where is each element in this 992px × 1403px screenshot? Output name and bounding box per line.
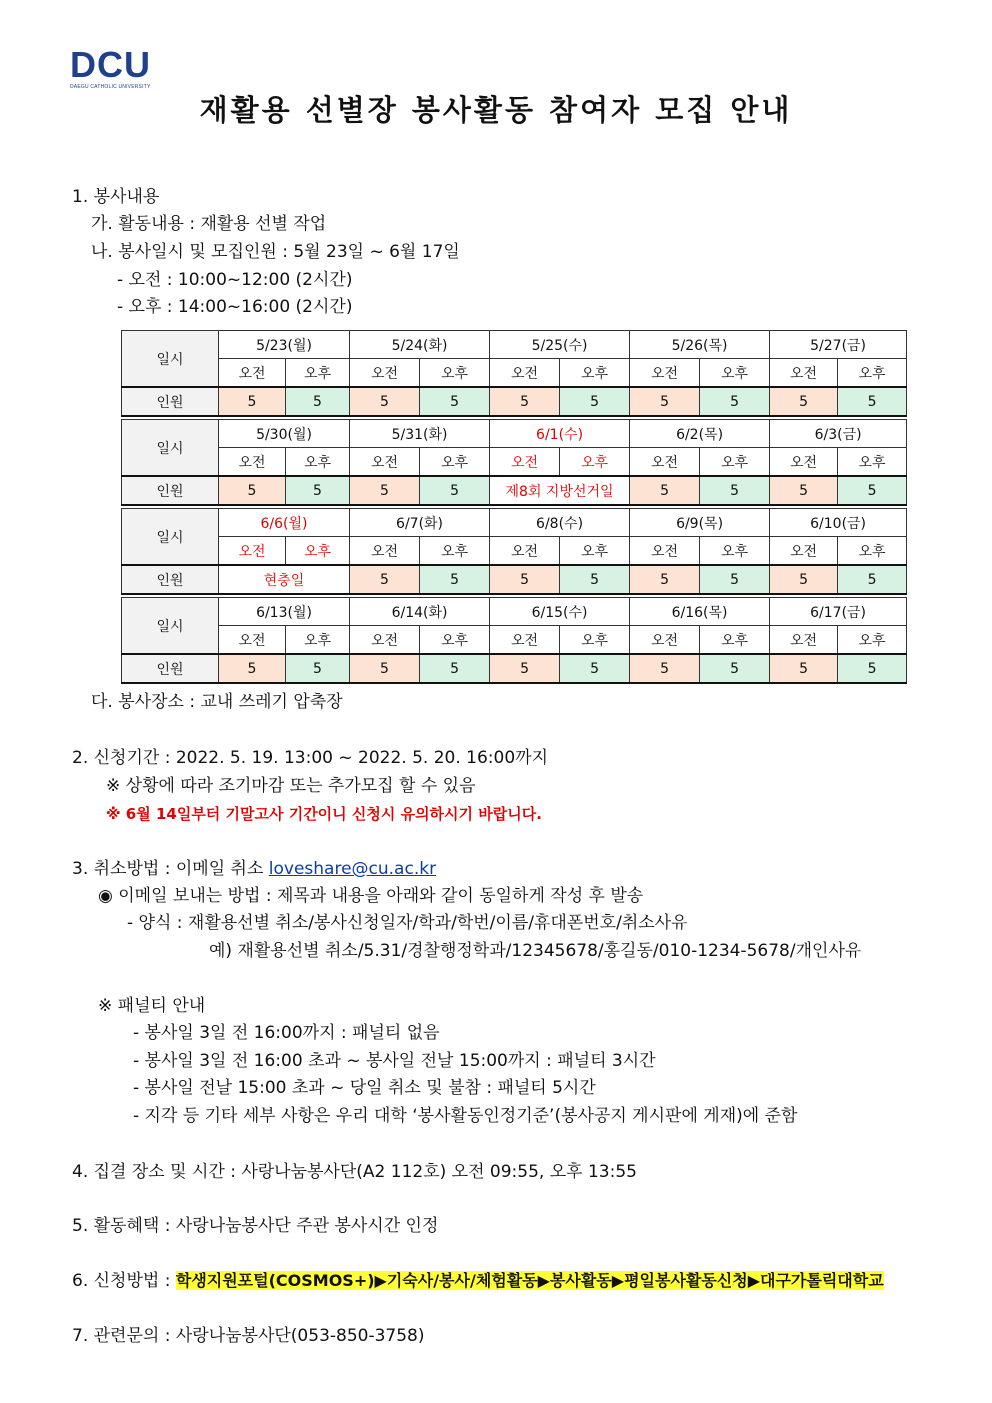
- pm-count-cell: 5: [700, 654, 770, 683]
- date-label-cell: 일시: [122, 331, 219, 388]
- pm-count-cell: 5: [838, 654, 907, 683]
- am-count-cell: 5: [630, 387, 700, 416]
- am-count-cell: 5: [770, 387, 838, 416]
- penalty-item-4: - 지각 등 기타 세부 사항은 우리 대학 ‘봉사활동인정기준’(봉사공지 게시판에 게재)에 준함: [133, 1106, 798, 1126]
- pm-header-cell: 오후: [700, 359, 770, 388]
- section-2-note: ※ 상황에 따라 조기마감 또는 추가모집 할 수 있음: [106, 776, 476, 796]
- section-5: 5. 활동혜택 : 사랑나눔봉사단 주관 봉사시간 인정: [72, 1216, 439, 1236]
- pm-count-cell: 5: [420, 654, 490, 683]
- penalty-heading: ※ 패널티 안내: [98, 996, 206, 1016]
- date-header-cell: 5/23(월): [219, 331, 350, 359]
- date-label-cell: 일시: [122, 598, 219, 655]
- section-1-morning: - 오전 : 10:00~12:00 (2시간): [117, 270, 353, 290]
- am-header-cell: 오전: [219, 626, 286, 655]
- page-title: 재활용 선별장 봉사활동 참여자 모집 안내: [199, 93, 793, 127]
- date-header-cell: 5/27(금): [770, 331, 907, 359]
- date-header-cell: 5/31(화): [350, 420, 490, 448]
- am-header-cell: 오전: [219, 537, 286, 566]
- section-2-heading: 2. 신청기간 : 2022. 5. 19. 13:00 ~ 2022. 5. 20. 16:00까지: [72, 748, 548, 768]
- date-label-cell: 일시: [122, 509, 219, 566]
- date-header-cell: 6/7(화): [350, 509, 490, 537]
- logo-sub-text: DAEGU CATHOLIC UNIVERSITY: [70, 84, 151, 90]
- pm-count-cell: 5: [700, 387, 770, 416]
- section-1-afternoon: - 오후 : 14:00~16:00 (2시간): [117, 297, 353, 317]
- date-header-cell: 6/6(월): [219, 509, 350, 537]
- am-count-cell: 5: [350, 565, 420, 594]
- section-7: 7. 관련문의 : 사랑나눔봉사단(053-850-3758): [72, 1326, 425, 1346]
- am-header-cell: 오전: [770, 626, 838, 655]
- pm-header-cell: 오후: [420, 626, 490, 655]
- am-count-cell: 5: [350, 654, 420, 683]
- pm-header-cell: 오후: [286, 537, 350, 566]
- am-header-cell: 오전: [219, 359, 286, 388]
- date-header-cell: 6/8(수): [490, 509, 630, 537]
- count-label-cell: 인원: [122, 565, 219, 594]
- section-3-prefix: 3. 취소방법 : 이메일 취소: [72, 859, 269, 879]
- schedule-table: [121, 330, 907, 684]
- am-count-cell: 5: [630, 476, 700, 505]
- section-1-activity: 가. 활동내용 : 재활용 선별 작업: [91, 214, 327, 234]
- am-header-cell: 오전: [490, 448, 560, 477]
- cancel-email-link[interactable]: loveshare@cu.ac.kr: [268, 859, 437, 879]
- am-header-cell: 오전: [630, 537, 700, 566]
- am-header-cell: 오전: [350, 359, 420, 388]
- am-count-cell: 5: [219, 387, 286, 416]
- pm-header-cell: 오후: [838, 537, 907, 566]
- pm-count-cell: 5: [420, 476, 490, 505]
- pm-count-cell: 5: [560, 565, 630, 594]
- am-header-cell: 오전: [490, 626, 560, 655]
- pm-header-cell: 오후: [700, 448, 770, 477]
- pm-header-cell: 오후: [560, 537, 630, 566]
- am-count-cell: 5: [490, 654, 560, 683]
- pm-header-cell: 오후: [286, 448, 350, 477]
- pm-count-cell: 5: [286, 387, 350, 416]
- penalty-item-3: - 봉사일 전날 15:00 초과 ~ 당일 취소 및 불참 : 패널티 5시간: [133, 1078, 596, 1098]
- section-3-example: 예) 재활용선별 취소/5.31/경찰행정학과/12345678/홍길동/010-1234-5678/개인사유: [209, 941, 862, 961]
- date-header-cell: 6/10(금): [770, 509, 907, 537]
- date-label-cell: 일시: [122, 420, 219, 477]
- am-header-cell: 오전: [350, 537, 420, 566]
- date-header-cell: 6/2(목): [630, 420, 770, 448]
- pm-header-cell: 오후: [700, 537, 770, 566]
- holiday-cell: 제8회 지방선거일: [490, 476, 630, 505]
- pm-header-cell: 오후: [420, 359, 490, 388]
- section-6-prefix: 6. 신청방법 :: [72, 1271, 176, 1291]
- pm-header-cell: 오후: [560, 626, 630, 655]
- am-count-cell: 5: [490, 387, 560, 416]
- date-header-cell: 6/1(수): [490, 420, 630, 448]
- penalty-item-1: - 봉사일 3일 전 16:00까지 : 패널티 없음: [133, 1023, 440, 1043]
- am-header-cell: 오전: [490, 359, 560, 388]
- application-path: 학생지원포털(COSMOS+)▶기숙사/봉사/체험활동▶봉사활동▶평일봉사활동신청▶대구가톨릭대학교: [175, 1271, 884, 1290]
- pm-header-cell: 오후: [838, 448, 907, 477]
- am-count-cell: 5: [770, 565, 838, 594]
- date-header-cell: 6/3(금): [770, 420, 907, 448]
- section-3-method: ◉ 이메일 보내는 방법 : 제목과 내용을 아래와 같이 동일하게 작성 후 발송: [98, 886, 644, 906]
- date-header-cell: 5/30(월): [219, 420, 350, 448]
- section-3-format: - 양식 : 재활용선별 취소/봉사신청일자/학과/학번/이름/휴대폰번호/취소사유: [127, 913, 688, 933]
- am-count-cell: 5: [350, 476, 420, 505]
- date-header-cell: 6/15(수): [490, 598, 630, 626]
- section-2-warning: ※ 6월 14일부터 기말고사 기간이니 신청시 유의하시기 바랍니다.: [106, 805, 542, 823]
- am-header-cell: 오전: [350, 626, 420, 655]
- date-header-cell: 6/17(금): [770, 598, 907, 626]
- am-count-cell: 5: [770, 654, 838, 683]
- holiday-cell: 현충일: [219, 565, 350, 594]
- pm-count-cell: 5: [838, 387, 907, 416]
- pm-count-cell: 5: [420, 387, 490, 416]
- pm-count-cell: 5: [560, 387, 630, 416]
- am-count-cell: 5: [630, 654, 700, 683]
- dcu-logo: [70, 44, 152, 90]
- pm-header-cell: 오후: [286, 626, 350, 655]
- am-header-cell: 오전: [630, 448, 700, 477]
- pm-header-cell: 오후: [560, 448, 630, 477]
- date-header-cell: 6/16(목): [630, 598, 770, 626]
- section-1-location: 다. 봉사장소 : 교내 쓰레기 압축장: [91, 692, 343, 712]
- pm-count-cell: 5: [838, 565, 907, 594]
- pm-count-cell: 5: [700, 476, 770, 505]
- pm-header-cell: 오후: [560, 359, 630, 388]
- date-header-cell: 5/26(목): [630, 331, 770, 359]
- date-header-cell: 5/24(화): [350, 331, 490, 359]
- pm-header-cell: 오후: [700, 626, 770, 655]
- date-header-cell: 6/13(월): [219, 598, 350, 626]
- am-header-cell: 오전: [350, 448, 420, 477]
- section-3-heading: [72, 858, 436, 880]
- am-count-cell: 5: [770, 476, 838, 505]
- logo-main-text: DCU: [70, 44, 151, 85]
- date-header-cell: 6/9(목): [630, 509, 770, 537]
- pm-count-cell: 5: [560, 654, 630, 683]
- am-header-cell: 오전: [630, 626, 700, 655]
- am-count-cell: 5: [350, 387, 420, 416]
- am-header-cell: 오전: [770, 359, 838, 388]
- am-count-cell: 5: [219, 654, 286, 683]
- pm-count-cell: 5: [286, 654, 350, 683]
- pm-header-cell: 오후: [838, 626, 907, 655]
- am-header-cell: 오전: [770, 537, 838, 566]
- section-1-heading: 1. 봉사내용: [72, 187, 160, 207]
- section-1-schedule: 나. 봉사일시 및 모집인원 : 5월 23일 ~ 6월 17일: [91, 242, 460, 262]
- penalty-item-2: - 봉사일 3일 전 16:00 초과 ~ 봉사일 전날 15:00까지 : 패널티 3시간: [133, 1051, 656, 1071]
- pm-count-cell: 5: [838, 476, 907, 505]
- am-header-cell: 오전: [770, 448, 838, 477]
- pm-count-cell: 5: [420, 565, 490, 594]
- date-header-cell: 6/14(화): [350, 598, 490, 626]
- am-header-cell: 오전: [219, 448, 286, 477]
- am-count-cell: 5: [219, 476, 286, 505]
- date-header-cell: 5/25(수): [490, 331, 630, 359]
- pm-header-cell: 오후: [420, 448, 490, 477]
- pm-count-cell: 5: [700, 565, 770, 594]
- count-label-cell: 인원: [122, 387, 219, 416]
- section-6: [72, 1270, 884, 1292]
- pm-header-cell: 오후: [838, 359, 907, 388]
- am-count-cell: 5: [490, 565, 560, 594]
- pm-count-cell: 5: [286, 476, 350, 505]
- am-header-cell: 오전: [630, 359, 700, 388]
- am-header-cell: 오전: [490, 537, 560, 566]
- count-label-cell: 인원: [122, 476, 219, 505]
- pm-header-cell: 오후: [420, 537, 490, 566]
- count-label-cell: 인원: [122, 654, 219, 683]
- section-4: 4. 집결 장소 및 시간 : 사랑나눔봉사단(A2 112호) 오전 09:55, 오후 13:55: [72, 1162, 637, 1182]
- am-count-cell: 5: [630, 565, 700, 594]
- pm-header-cell: 오후: [286, 359, 350, 388]
